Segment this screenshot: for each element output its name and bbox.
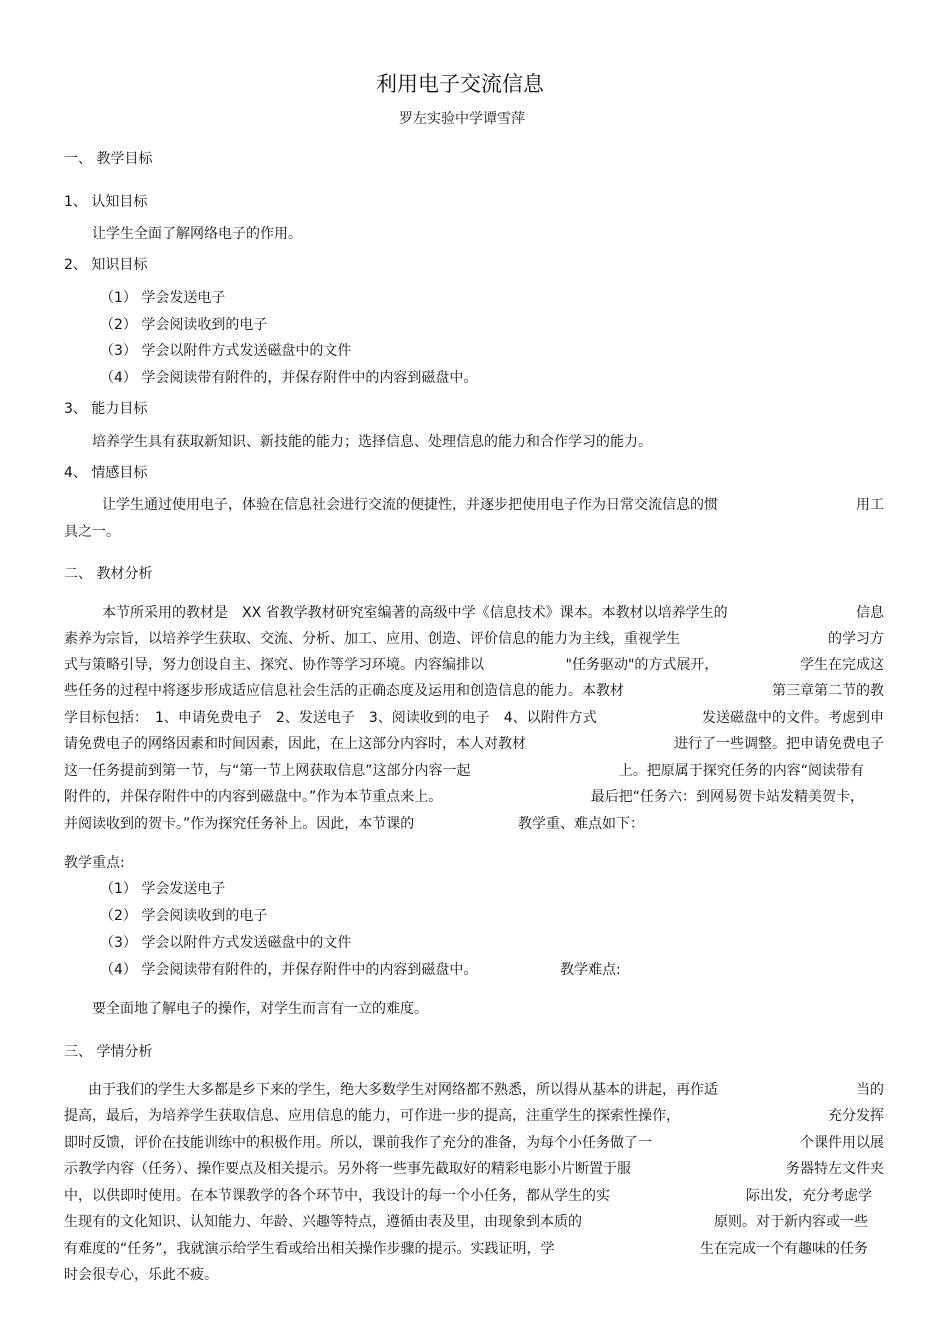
paragraph-line: 式与策略引导，努力创设自主、探究、协作等学习环境。内容编排以 "任务驱动"的方式展开， 学生在完成这: [64, 657, 884, 673]
paragraph-line: 这一任务提前到第一节，与“第一节上网获取信息”这部分内容一起 上。把原属于探究任务的内容“阅读带有: [64, 763, 864, 779]
subheading-knowledge: 2、 知识目标: [64, 257, 148, 273]
paragraph-line: 学目标包括： 1、申请免费电子 2、发送电子 3、阅读收到的电子 4、以附件方式 发送磁盘中的文件。考虑到申: [64, 710, 884, 726]
paragraph-line: 有难度的“任务”，我就演示给学生看或给出相关操作步骤的提示。实践证明，学 生在完成一个有趣味的任务: [64, 1241, 868, 1257]
paragraph-line: 提高，最后，为培养学生获取信息、应用信息的能力，可作进一步的提高，注重学生的探索性操作， 充分发挥: [64, 1108, 884, 1124]
list-item: （2） 学会阅读收到的电子: [100, 908, 268, 924]
paragraph-line: 由于我们的学生大多都是乡下来的学生，绝大多数学生对网络都不熟悉，所以得从基本的讲起，再作适 当的: [88, 1082, 884, 1098]
list-item: （3） 学会以附件方式发送磁盘中的文件: [100, 935, 352, 951]
section-heading-objectives: 一、 教学目标: [64, 151, 153, 167]
paragraph-line: 示教学内容（任务）、操作要点及相关提示。另外将一些事先截取好的精彩电影小片断置于服 务器特左文件夹: [64, 1161, 884, 1177]
document-author: 罗左实验中学谭雪萍: [399, 111, 525, 127]
list-item: （2） 学会阅读收到的电子: [100, 317, 268, 333]
document-title: 利用电子交流信息: [376, 72, 544, 96]
list-item: （4） 学会阅读带有附件的，并保存附件中的内容到磁盘中。: [100, 962, 478, 978]
subheading-cognitive: 1、 认知目标: [64, 194, 148, 210]
paragraph-line: 时会很专心，乐此不疲。: [64, 1267, 218, 1283]
list-item: （1） 学会发送电子: [100, 290, 226, 306]
paragraph-line: 些任务的过程中将逐步形成适应信息社会生活的正确态度及运用和创造信息的能力。本教材 第三章第二节的教: [64, 683, 884, 699]
list-item: （3） 学会以附件方式发送磁盘中的文件: [100, 343, 352, 359]
section-heading-students: 三、 学情分析: [64, 1044, 153, 1060]
list-item: （1） 学会发送电子: [100, 881, 226, 897]
paragraph-line: 请免费电子的网络因素和时间因素，因此，在上这部分内容时，本人对教材 进行了一些调整。把申请免费电子: [64, 736, 884, 752]
paragraph-line: 附件的，并保存附件中的内容到磁盘中。”作为本节重点来上。 最后把“任务六：到网易贺卡站发精美贺卡，: [64, 789, 864, 805]
list-item: （4） 学会阅读带有附件的，并保存附件中的内容到磁盘中。: [100, 370, 478, 386]
key-points-heading: 教学重点:: [64, 855, 125, 871]
paragraph-emotion-line: 具之一。: [64, 524, 120, 540]
paragraph-emotion-line: 让学生通过使用电子，体验在信息社会进行交流的便捷性，并逐步把使用电子作为日常交流信息的惯 用工: [102, 497, 884, 513]
subheading-ability: 3、 能力目标: [64, 401, 148, 417]
section-heading-material: 二、 教材分析: [64, 566, 153, 582]
paragraph-line: 并阅读收到的贺卡。”作为探究任务补上。因此，本节课的 教学重、难点如下：: [64, 816, 644, 832]
paragraph-line: 生现有的文化知识、认知能力、年龄、兴趣等特点，遵循由表及里，由现象到本质的 原则。对于新内容或一些: [64, 1214, 868, 1230]
paragraph-line: 即时反馈，评价在技能训练中的积极作用。所以，课前我作了充分的准备，为每个小任务做了一 个课件用以展: [64, 1135, 884, 1151]
difficulty-text: 要全面地了解电子的操作，对学生而言有一立的难度。: [92, 1001, 428, 1017]
paragraph-line: 素养为宗旨，以培养学生获取、交流、分析、加工、应用、创造、评价信息的能力为主线，重视学生 的学习方: [64, 631, 884, 647]
difficulty-heading: 教学难点:: [560, 962, 621, 978]
paragraph-cognitive: 让学生全面了解网络电子的作用。: [92, 226, 302, 242]
paragraph-ability: 培养学生具有获取新知识、新技能的能力；选择信息、处理信息的能力和合作学习的能力。: [92, 434, 652, 450]
paragraph-line: 中，以供即时使用。在本节课教学的各个环节中，我设计的每一个小任务，都从学生的实 际出发，充分考虑学: [64, 1188, 872, 1204]
subheading-emotion: 4、 情感目标: [64, 465, 148, 481]
paragraph-line: 本节所采用的教材是 XX 省教学教材研究室编著的高级中学《信息技术》课本。本教材以培养学生的 信息: [102, 605, 884, 621]
